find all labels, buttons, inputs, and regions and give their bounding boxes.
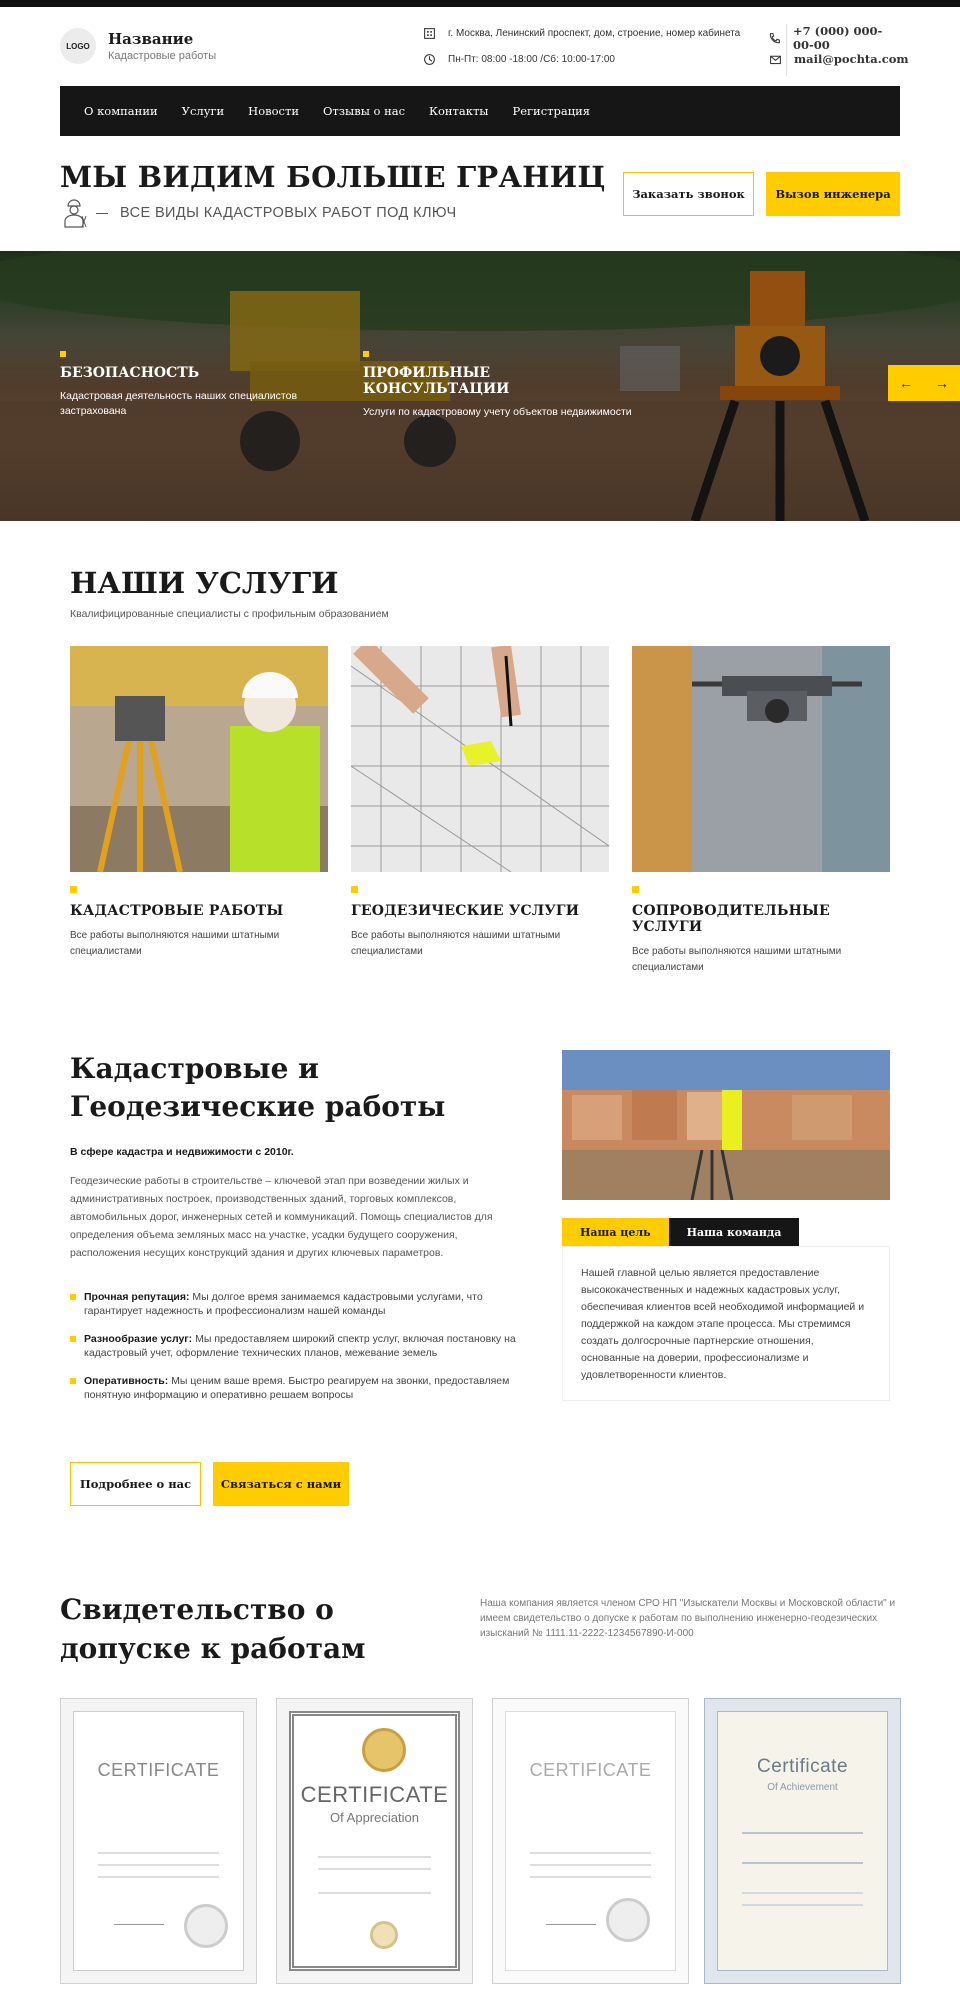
signature-line — [114, 1924, 164, 1925]
top-bar — [0, 0, 960, 7]
hero-title: МЫ ВИДИМ БОЛЬШЕ ГРАНИЦ — [60, 160, 606, 194]
certificate-body — [73, 1711, 244, 1971]
arrow-right-icon[interactable]: → — [935, 375, 949, 391]
certificate-text-line — [742, 1892, 863, 1894]
logo[interactable]: LOGO — [60, 28, 96, 64]
mail-icon — [768, 52, 782, 66]
certificates-title: Свидетельство о допуске к работам — [60, 1593, 366, 1665]
main-nav — [60, 86, 900, 136]
phone-icon — [768, 31, 781, 45]
list-item — [70, 1290, 520, 1318]
hero-subtitle-row — [60, 198, 457, 228]
service-card-cadastral[interactable] — [70, 646, 328, 960]
certificate-subtitle: Of Achievement — [767, 1782, 838, 1793]
brand-subtitle: Кадастровые работы — [108, 50, 217, 62]
seal-icon — [370, 1921, 398, 1949]
brand-name: Название — [108, 30, 194, 48]
bullet-marker — [70, 1294, 76, 1300]
certificate-text-line — [318, 1892, 431, 1894]
tab-our-goal[interactable]: Наша цель — [562, 1218, 669, 1246]
services-subtitle: Квалифицированные специалисты с профильным образованием — [70, 608, 389, 620]
card-title[interactable]: КАДАСТРОВЫЕ РАБОТЫ — [70, 903, 284, 919]
card-text: Все работы выполняются нашими штатными специалистами — [351, 930, 561, 957]
benefit-label: Прочная репутация: — [84, 1291, 190, 1303]
hero-dash — [96, 213, 108, 214]
card-marker — [351, 886, 358, 893]
feature-title: ПРОФИЛЬНЫЕ КОНСУЛЬТАЦИИ — [363, 365, 510, 397]
certificate-text-line — [530, 1864, 651, 1866]
nav-item-reviews[interactable]: Отзывы о нас — [323, 104, 406, 118]
service-image-geodesy[interactable] — [351, 646, 609, 872]
building-icon — [422, 26, 436, 40]
email-address[interactable]: mail@pochta.com — [794, 52, 909, 66]
card-marker — [70, 886, 77, 893]
surveyor-icon — [60, 198, 88, 228]
feature-text: Кадастровая деятельность наших специалистов застрахована — [60, 390, 298, 417]
about-title: Кадастровые и Геодезические работы — [70, 1052, 446, 1123]
certificate-title: Certificate — [756, 1756, 849, 1777]
surveyor-photo — [70, 646, 328, 872]
benefit-label: Оперативность: — [84, 1375, 169, 1387]
banner-feature-consulting — [363, 351, 633, 420]
certificate-card[interactable] — [276, 1698, 473, 1984]
certificate-subtitle: Of Appreciation — [330, 1810, 419, 1825]
hero-subtitle: ВСЕ ВИДЫ КАДАСТРОВЫХ РАБОТ ПОД КЛЮЧ — [120, 205, 457, 221]
certificate-text-line — [98, 1852, 219, 1854]
hours-text: Пн-Пт: 08:00 -18:00 /Сб: 10:00-17:00 — [448, 53, 615, 65]
nav-item-contacts[interactable]: Контакты — [429, 104, 489, 118]
card-text: Все работы выполняются нашими штатными специалистами — [632, 946, 842, 973]
feature-text: Услуги по кадастровому учету объектов недвижимости — [363, 406, 632, 418]
certificate-card[interactable] — [704, 1698, 901, 1984]
about-image — [562, 1050, 890, 1200]
nav-item-services[interactable]: Услуги — [181, 104, 225, 118]
banner-feature-safety — [60, 351, 330, 419]
card-marker — [632, 886, 639, 893]
arrow-left-icon[interactable]: ← — [899, 375, 913, 391]
certificate-text-line — [530, 1876, 651, 1878]
certificate-text-line — [318, 1856, 431, 1858]
certificate-body — [505, 1711, 676, 1971]
list-item — [70, 1332, 520, 1360]
bullet-marker — [70, 1378, 76, 1384]
nav-item-news[interactable]: Новости — [248, 104, 299, 118]
seal-icon — [184, 1904, 228, 1948]
certificate-title: CERTIFICATE — [300, 1782, 449, 1807]
service-image-support[interactable] — [632, 646, 890, 872]
certificate-text-line — [318, 1868, 431, 1870]
certificates-note: Наша компания является членом СРО НП "Изыскатели Москвы и Московской области" и имеем свидетельство о допуске к работам по выполнению инженерно-геодезических изысканий № 1111.11-2222-1234567890-И-000 — [480, 1598, 896, 1639]
nav-item-registration[interactable]: Регистрация — [512, 104, 591, 118]
certificate-title: CERTIFICATE — [97, 1760, 220, 1780]
certificate-text-line — [98, 1864, 219, 1866]
seal-icon — [606, 1898, 650, 1942]
clock-icon — [422, 52, 436, 66]
address-text: г. Москва, Ленинский проспект, дом, строение, номер кабинета — [448, 27, 741, 39]
site-header — [60, 24, 909, 84]
about-lead: В сфере кадастра и недвижимости с 2010г. — [70, 1146, 294, 1158]
nav-item-about[interactable]: О компании — [84, 104, 158, 118]
bullet-marker — [70, 1336, 76, 1342]
card-title[interactable]: СОПРОВОДИТЕЛЬНЫЕ УСЛУГИ — [632, 903, 830, 935]
phone[interactable] — [768, 24, 900, 52]
order-call-button[interactable]: Заказать звонок — [623, 172, 754, 216]
email[interactable] — [768, 52, 909, 66]
tab-panel: Нашей главной целью является предоставление высококачественных и надежных кадастровых услуг, обеспечивая клиентов всей необходимой информацией и поддержкой на каждом этапе процесса. Мы стремимся создать долгосрочные партнерские отношения, основанные на доверии, профессионализме и удовлетворенности клиентов. — [562, 1246, 890, 1401]
card-title[interactable]: ГЕОДЕЗИЧЕСКИЕ УСЛУГИ — [351, 903, 580, 919]
certificate-text-line — [742, 1862, 863, 1864]
certificate-body — [289, 1711, 460, 1971]
medal-icon — [362, 1728, 406, 1772]
about-tabs — [562, 1218, 799, 1246]
signature-line — [546, 1924, 596, 1925]
certificate-body — [717, 1711, 888, 1971]
certificate-card[interactable] — [492, 1698, 689, 1984]
tab-our-team[interactable]: Наша команда — [669, 1218, 800, 1246]
benefits-list — [70, 1290, 520, 1416]
banner-arrows — [888, 365, 960, 401]
address — [422, 26, 740, 40]
drone-photo — [632, 646, 890, 872]
certificate-text-line — [98, 1876, 219, 1878]
certificate-text-line — [742, 1904, 863, 1906]
housing-site-photo — [562, 1050, 890, 1200]
benefit-label: Разнообразие услуг: — [84, 1333, 193, 1345]
feature-marker — [60, 351, 66, 357]
more-about-button[interactable]: Подробнее о нас — [70, 1462, 201, 1506]
about-text: Геодезические работы в строительстве – ключевой этап при возведении жилых и административных построек, производственных зданий, торговых комплексов, автомобильных дорог, инженерных сетей и коммуникаций. Помощь специалистов для определения объема земляных масс на участке, усадки будущего сооружения, расположения несущих конструкций здания и других ключевых параметров. — [70, 1175, 493, 1259]
list-item — [70, 1374, 520, 1402]
feature-title: БЕЗОПАСНОСТЬ — [60, 365, 200, 381]
services-title: НАШИ УСЛУГИ — [70, 566, 339, 600]
hero-banner — [0, 251, 960, 521]
cadastral-map-photo — [351, 646, 609, 872]
certificate-text-line — [742, 1832, 863, 1834]
certificate-card[interactable] — [60, 1698, 257, 1984]
feature-marker — [363, 351, 369, 357]
benefit-text: Мы предоставляем широкий спектр услуг, включая постановку на кадастровый учет, оформление технических планов, межевание земель — [84, 1333, 516, 1359]
service-card-geodesy[interactable] — [351, 646, 609, 960]
card-text: Все работы выполняются нашими штатными специалистами — [70, 930, 280, 957]
benefit-text: Мы долгое время занимаемся кадастровыми услугами, что гарантирует надежность и профессионализм нашей команды — [84, 1291, 483, 1317]
certificate-text-line — [530, 1852, 651, 1854]
benefit-text: Мы ценим ваше время. Быстро реагируем на звонки, предоставляем понятную информацию и оперативно решаем вопросы — [84, 1375, 510, 1401]
contact-us-button[interactable]: Связаться с нами — [213, 1462, 349, 1506]
working-hours — [422, 52, 615, 66]
phone-number[interactable]: +7 (000) 000-00-00 — [793, 24, 883, 52]
call-engineer-button[interactable]: Вызов инженера — [766, 172, 900, 216]
service-image-cadastral[interactable] — [70, 646, 328, 872]
service-card-support[interactable] — [632, 646, 890, 976]
certificate-title: CERTIFICATE — [529, 1760, 652, 1780]
